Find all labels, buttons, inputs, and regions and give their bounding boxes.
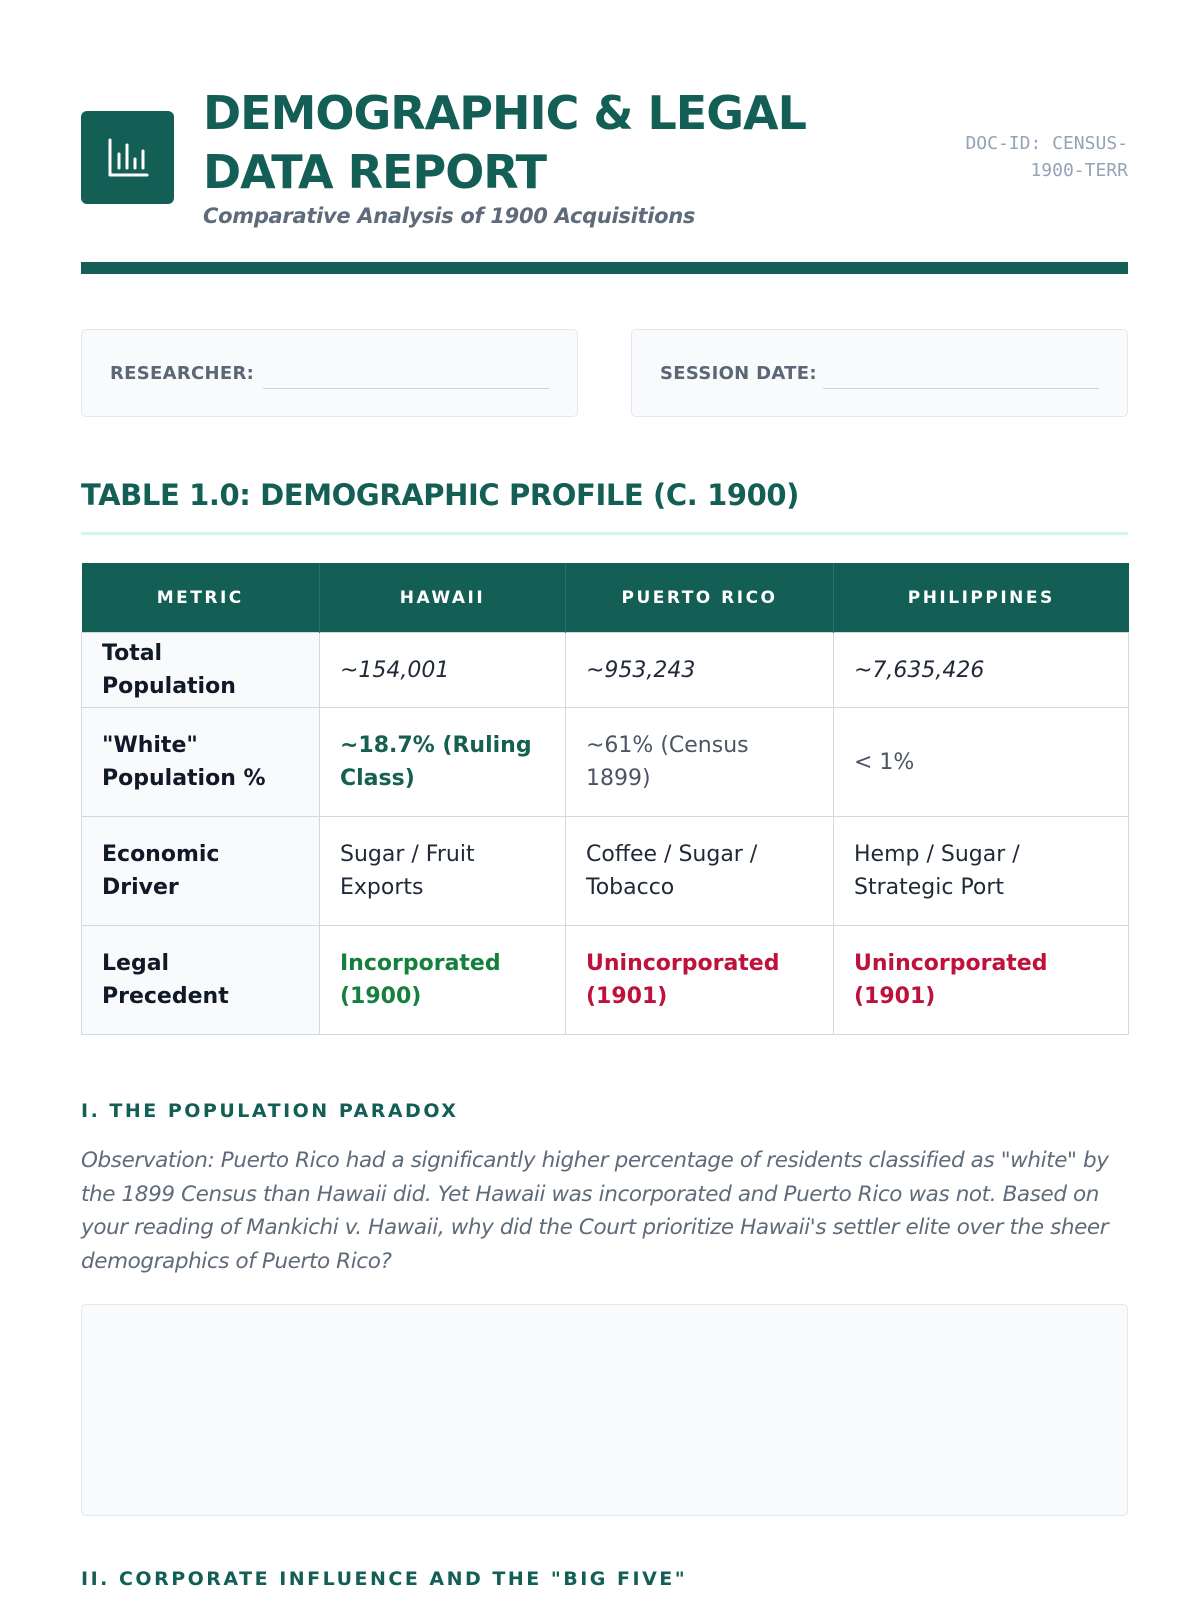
session-date-field-box — [631, 329, 1128, 417]
row-label: "White" Population % — [82, 708, 320, 817]
cell-hawaii: Sugar / Fruit Exports — [320, 817, 566, 926]
column-header-metric: METRIC — [82, 563, 320, 633]
cell-philippines: ~7,635,426 — [834, 633, 1129, 708]
table-row — [82, 817, 1129, 926]
researcher-label: RESEARCHER: — [110, 363, 255, 384]
section-heading-population-paradox: I. THE POPULATION PARADOX — [81, 1100, 459, 1122]
row-label: Economic Driver — [82, 817, 320, 926]
cell-puerto-rico: ~61% (Census 1899) — [566, 708, 834, 817]
logo — [81, 111, 174, 204]
cell-hawaii: Incorporated (1900) — [320, 926, 566, 1035]
table-title-divider — [81, 532, 1128, 535]
doc-id: DOC-ID: CENSUS-1900-TERR — [965, 133, 1128, 181]
section-heading-corporate-influence: II. CORPORATE INFLUENCE AND THE "BIG FIVE" — [81, 1568, 688, 1590]
table-row — [82, 926, 1129, 1035]
column-header-philippines: PHILIPPINES — [834, 563, 1129, 633]
demographic-table — [81, 563, 1129, 1035]
cell-philippines: Unincorporated (1901) — [834, 926, 1129, 1035]
section-question-text: Observation: Puerto Rico had a significantly higher percentage of residents classified as "white" by the 1899 Census than Hawaii did. Yet Hawaii was incorporated and Puerto Rico was not. Based on your reading of Mankichi v. Hawaii, why did the Court prioritize Hawaii's settler elite over the sheer demographics of Puerto Rico? — [81, 1148, 1109, 1274]
table-header-row — [82, 563, 1129, 633]
report-subtitle: Comparative Analysis of 1900 Acquisitions — [203, 204, 696, 228]
column-header-puerto-rico: PUERTO RICO — [566, 563, 834, 633]
cell-puerto-rico: Coffee / Sugar / Tobacco — [566, 817, 834, 926]
cell-philippines: Hemp / Sugar / Strategic Port — [834, 817, 1129, 926]
report-header — [81, 88, 1128, 238]
row-label: Legal Precedent — [82, 926, 320, 1035]
cell-puerto-rico: Unincorporated (1901) — [566, 926, 834, 1035]
answer-box[interactable] — [81, 1304, 1128, 1516]
cell-hawaii: ~154,001 — [320, 633, 566, 708]
cell-puerto-rico: ~953,243 — [566, 633, 834, 708]
header-divider — [81, 262, 1128, 274]
researcher-input-line[interactable] — [263, 388, 549, 389]
table-row — [82, 633, 1129, 708]
cell-philippines: < 1% — [834, 708, 1129, 817]
table-row — [82, 708, 1129, 817]
cell-hawaii: ~18.7% (Ruling Class) — [320, 708, 566, 817]
session-date-label: SESSION DATE: — [660, 363, 817, 384]
column-header-hawaii: HAWAII — [320, 563, 566, 633]
researcher-field-box — [81, 329, 578, 417]
table-title: TABLE 1.0: DEMOGRAPHIC PROFILE (C. 1900) — [81, 478, 800, 512]
report-title: DEMOGRAPHIC & LEGAL DATA REPORT — [203, 86, 806, 199]
row-label: Total Population — [82, 633, 320, 708]
session-date-input-line[interactable] — [823, 388, 1099, 389]
bar-chart-icon — [105, 135, 151, 181]
